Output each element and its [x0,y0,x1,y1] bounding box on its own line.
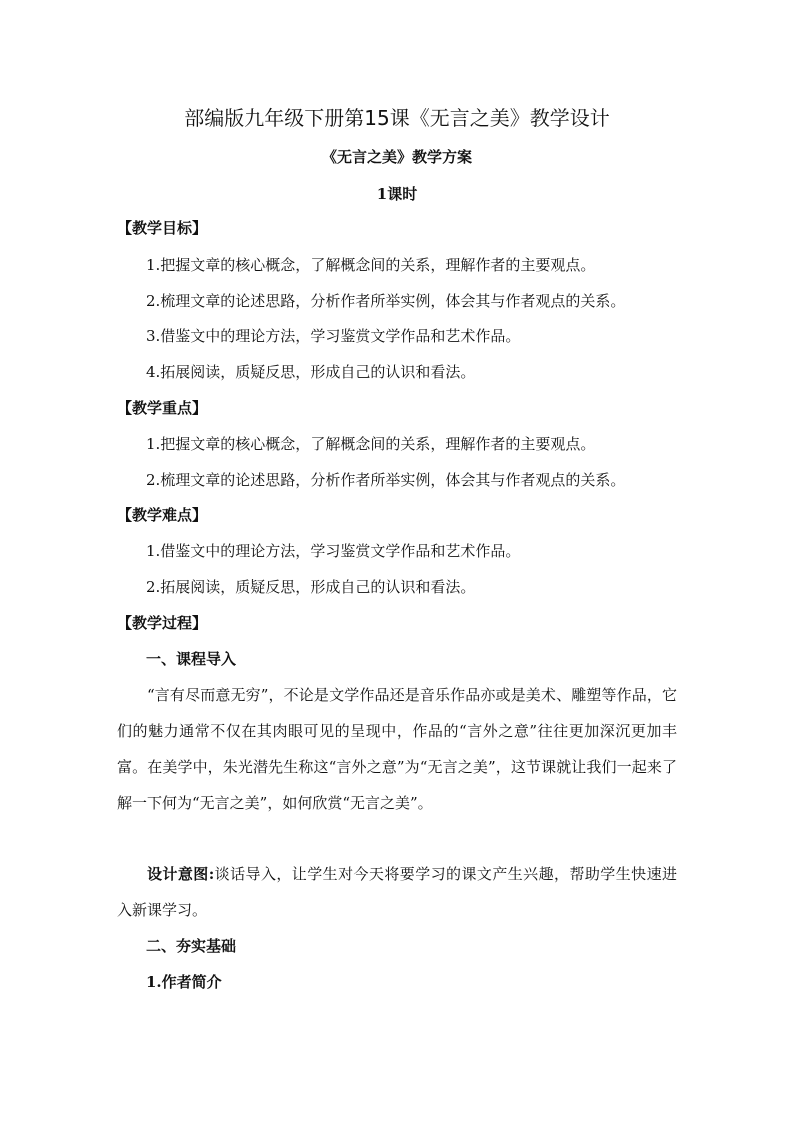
process-heading: 【教学过程】 [117,614,208,632]
goal-item: 4.拓展阅读，质疑反思，形成自己的认识和看法。 [146,363,476,381]
section-title-intro: 一、课程导入 [146,650,237,668]
difficulties-heading: 【教学难点】 [117,506,208,524]
difficulty-item: 2.拓展阅读，质疑反思，形成自己的认识和看法。 [146,578,476,596]
design-intent-text: 谈话导入，让学生对今天将要学习的课文产生兴趣，帮助学生快速进入新课学习。 [117,865,677,919]
document-title: 部编版九年级下册第15课《无言之美》教学设计 [184,106,610,130]
design-intent-paragraph [117,856,677,928]
section-title-basics: 二、夯实基础 [146,937,237,955]
goal-item: 3.借鉴文中的理论方法，学习鉴赏文学作品和艺术作品。 [146,327,521,345]
design-intent-label: 设计意图: [147,865,215,883]
class-hours: 1课时 [376,185,418,203]
intro-paragraph: “言有尽而意无穷”，不论是文学作品还是音乐作品亦或是美术、雕塑等作品，它们的魅力通常不仅在其肉眼可见的呈现中，作品的“言外之意”往往更加深沉更加丰富。在美学中，朱光潜先生称这“言外之意”为“无言之美”，这节课就让我们一起来了解一下何为“无言之美”，如何欣赏“无言之美”。 [117,686,677,812]
goal-item: 2.梳理文章的论述思路，分析作者所举实例，体会其与作者观点的关系。 [146,292,626,310]
document-subtitle: 《无言之美》教学方案 [321,148,472,166]
key-points-heading: 【教学重点】 [117,399,208,417]
key-point-item: 1.把握文章的核心概念，了解概念间的关系，理解作者的主要观点。 [146,435,596,453]
goals-heading: 【教学目标】 [117,219,208,237]
subsection-title-author: 1.作者简介 [146,973,222,991]
goal-item: 1.把握文章的核心概念，了解概念间的关系，理解作者的主要观点。 [146,256,596,274]
difficulty-item: 1.借鉴文中的理论方法，学习鉴赏文学作品和艺术作品。 [146,542,521,560]
key-point-item: 2.梳理文章的论述思路，分析作者所举实例，体会其与作者观点的关系。 [146,471,626,489]
